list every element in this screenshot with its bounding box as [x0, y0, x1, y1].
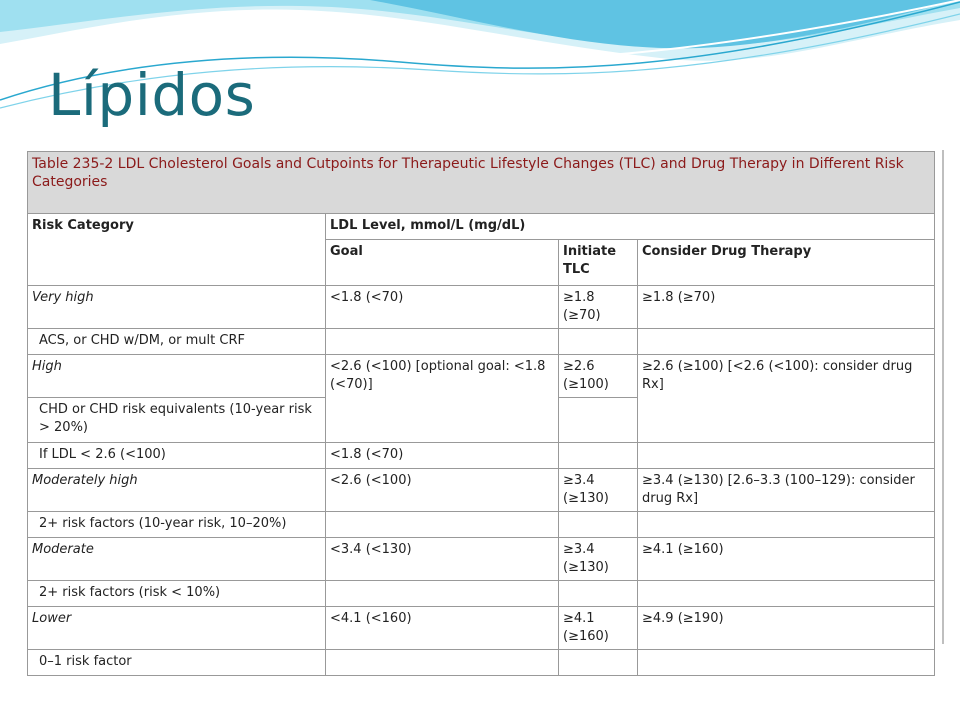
- empty-cell: [638, 650, 935, 676]
- empty-cell: [638, 329, 935, 355]
- category-moderately-high: Moderately high: [28, 469, 326, 512]
- drug-cell: ≥3.4 (≥130) [2.6–3.3 (100–129): consider drug Rx]: [638, 469, 935, 512]
- tlc-cell: ≥1.8 (≥70): [559, 286, 638, 329]
- table-row: [28, 538, 935, 581]
- empty-cell: [326, 329, 559, 355]
- ldl-goals-table: [27, 151, 935, 676]
- scrollbar-track: [942, 150, 944, 644]
- empty-cell: [559, 512, 638, 538]
- table-caption: Table 235-2 LDL Cholesterol Goals and Cutpoints for Therapeutic Lifestyle Changes (TLC) and Drug Therapy in Different Risk Categories: [28, 152, 935, 214]
- goal-cell: <1.8 (<70): [326, 286, 559, 329]
- empty-cell: [559, 398, 638, 443]
- category-description: If LDL < 2.6 (<100): [28, 443, 326, 469]
- goal-cell: <2.6 (<100): [326, 469, 559, 512]
- category-very-high: Very high: [28, 286, 326, 329]
- tlc-cell: ≥2.6 (≥100): [559, 355, 638, 398]
- empty-cell: [326, 581, 559, 607]
- empty-cell: [559, 329, 638, 355]
- category-description: 0–1 risk factor: [28, 650, 326, 676]
- header-consider-drug: Consider Drug Therapy: [638, 240, 935, 286]
- drug-cell: ≥4.1 (≥160): [638, 538, 935, 581]
- empty-cell: [326, 512, 559, 538]
- ldl-table-container: [27, 151, 936, 669]
- header-ldl-level: LDL Level, mmol/L (mg/dL): [326, 214, 935, 240]
- table-row: [28, 355, 935, 398]
- empty-cell: [559, 443, 638, 469]
- category-high: High: [28, 355, 326, 398]
- goal-cell: <4.1 (<160): [326, 607, 559, 650]
- category-moderate: Moderate: [28, 538, 326, 581]
- tlc-cell: ≥3.4 (≥130): [559, 538, 638, 581]
- empty-cell: [638, 581, 935, 607]
- empty-cell: [559, 581, 638, 607]
- table-row: [28, 650, 935, 676]
- table-row: [28, 469, 935, 512]
- empty-cell: [559, 650, 638, 676]
- table-row: [28, 443, 935, 469]
- slide-title: Lípidos: [48, 61, 256, 129]
- table-row: [28, 286, 935, 329]
- category-description: CHD or CHD risk equivalents (10-year risk > 20%): [28, 398, 326, 443]
- tlc-cell: ≥4.1 (≥160): [559, 607, 638, 650]
- empty-cell: [638, 512, 935, 538]
- goal-cell: <3.4 (<130): [326, 538, 559, 581]
- category-lower: Lower: [28, 607, 326, 650]
- category-description: 2+ risk factors (10-year risk, 10–20%): [28, 512, 326, 538]
- header-risk-category: Risk Category: [28, 214, 326, 286]
- header-initiate-tlc: Initiate TLC: [559, 240, 638, 286]
- tlc-cell: ≥3.4 (≥130): [559, 469, 638, 512]
- table-row: [28, 581, 935, 607]
- header-goal: Goal: [326, 240, 559, 286]
- drug-cell: ≥1.8 (≥70): [638, 286, 935, 329]
- drug-cell: ≥2.6 (≥100) [<2.6 (<100): consider drug Rx]: [638, 355, 935, 443]
- table-row: [28, 512, 935, 538]
- table-row: [28, 329, 935, 355]
- goal-cell: <2.6 (<100) [optional goal: <1.8 (<70)]: [326, 355, 559, 443]
- table-row: [28, 607, 935, 650]
- empty-cell: [326, 650, 559, 676]
- category-description: 2+ risk factors (risk < 10%): [28, 581, 326, 607]
- empty-cell: [638, 443, 935, 469]
- drug-cell: ≥4.9 (≥190): [638, 607, 935, 650]
- goal-cell: <1.8 (<70): [326, 443, 559, 469]
- category-description: ACS, or CHD w/DM, or mult CRF: [28, 329, 326, 355]
